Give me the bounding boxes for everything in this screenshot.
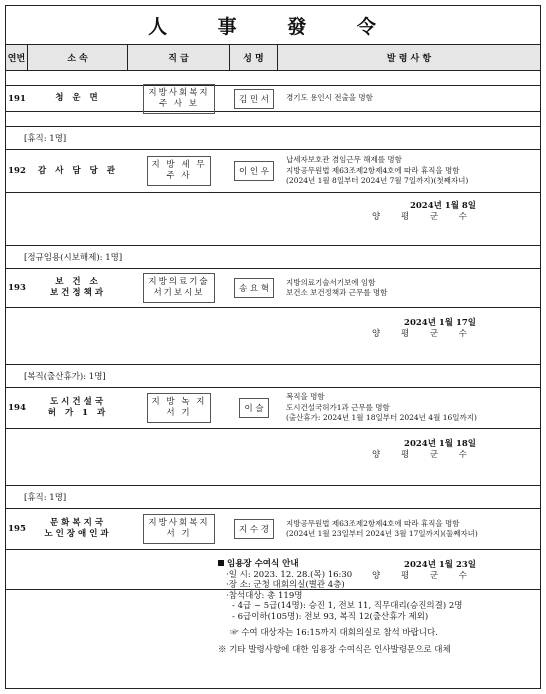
table-header: [6, 45, 540, 71]
row-note: 지방공무원법 제63조제2항제4호에 따라 휴직을 명함 (2024년 1월 23일부터 2024년 3월 17일까지)(둘째자녀): [286, 518, 478, 538]
row-number: 195: [8, 524, 26, 534]
header-number: 연번: [6, 45, 28, 70]
spacer: [6, 112, 540, 126]
spacer: [6, 71, 540, 85]
notice-footer: ※ 기타 발령사항에 대한 임용장 수여식은 인사발령문으로 대체: [218, 644, 451, 655]
spacer: [6, 350, 540, 364]
row-department: 청 운 면: [55, 93, 101, 103]
issue-date: 2024년 1월 17일: [404, 318, 476, 328]
table-row: [6, 508, 540, 550]
row-name: 지 수 경: [230, 509, 278, 549]
row-grade: 지 방 세 무 주 사: [128, 150, 230, 192]
row-department: 문화복지국 노인장애인과: [44, 518, 112, 539]
issue-date: 2024년 1월 18일: [404, 439, 476, 449]
table-row: [6, 85, 540, 112]
issue-date: 2024년 1월 23일: [404, 560, 476, 570]
section-label: [휴직: 1명]: [6, 126, 540, 149]
issue-date-block: [6, 308, 540, 350]
header-name: 성 명: [230, 45, 278, 70]
notice-line: - 6급이하(105명): 전보 93, 복직 12(출산휴가 제외): [232, 611, 429, 622]
notice-line: ·참석대상: 총 119명: [226, 590, 303, 601]
row-department: 보 건 소 보건정책과: [49, 277, 107, 298]
issue-date-block: [6, 429, 540, 471]
row-name: 이 슬: [230, 388, 278, 428]
row-grade: 지 방 녹 지 서 기: [128, 388, 230, 428]
document-title: 人 事 發 令: [6, 6, 540, 45]
row-grade: 지방사회복지 주 사 보: [128, 86, 230, 111]
table-row: [6, 387, 540, 429]
section-label: [휴직: 1명]: [6, 485, 540, 508]
spacer: [6, 471, 540, 485]
table-row: [6, 149, 540, 193]
section-label: [정규임용(시보해제): 1명]: [6, 245, 540, 268]
issue-date-block: [6, 193, 540, 231]
row-department: 감 사 담 당 관: [38, 165, 118, 176]
issuer: 양 평 군 수: [372, 212, 476, 222]
notice-line: ·장 소: 군청 대회의실(별관 4층): [226, 580, 345, 590]
header-grade: 직 급: [128, 45, 230, 70]
issuer: 양 평 군 수: [372, 329, 476, 339]
row-name: 김 민 서: [230, 86, 278, 111]
header-department: 소 속: [28, 45, 128, 70]
row-note: 납세자보호관 겸임근무 해제를 명함 지방공무원법 제63조제2항제4호에 따라 휴직을 명함 (2024년 1월 8일부터 2024년 7월 7일까지)(첫째자녀): [286, 155, 469, 186]
row-name: 이 인 우: [230, 150, 278, 192]
notice-point: ☞ 수여 대상자는 16:15까지 대회의실로 참석 바랍니다.: [230, 628, 438, 638]
notice-heading: 임용장 수여식 안내: [218, 559, 463, 570]
row-note: 복직을 명함 도시건설국허가1과 근무를 명함 (출산휴가: 2024년 1월 18일부터 2024년 4월 16일까지): [286, 392, 477, 423]
square-bullet-icon: [218, 560, 224, 566]
row-number: 192: [8, 166, 26, 176]
table-row: [6, 268, 540, 308]
row-number: 191: [8, 93, 26, 104]
notice-line: - 4급 ~ 5급(14명): 승진 1, 전보 11, 직무대리(승진의결) 2명: [232, 601, 463, 611]
issue-date: 2024년 1월 8일: [409, 201, 476, 211]
spacer: [6, 231, 540, 245]
row-note: 경기도 용인시 전출을 명함: [286, 93, 373, 103]
issuer: 양 평 군 수: [372, 571, 476, 581]
issuer: 양 평 군 수: [372, 450, 476, 460]
row-number: 194: [8, 403, 26, 413]
row-department: 도시건설국 허 가 1 과: [47, 397, 109, 418]
row-note: 지방의료기술서기보에 임함 보건소 보건정책과 근무를 명함: [286, 277, 388, 297]
header-order-details: 발 령 사 항: [386, 54, 432, 64]
row-grade: 지방사회복지 서 기: [128, 509, 230, 549]
row-name: 송 요 혁: [230, 269, 278, 307]
section-label: [복직(출산휴가): 1명]: [6, 364, 540, 387]
row-grade: 지방의료기술 서기보시보: [128, 269, 230, 307]
notice-line: ·일 시: 2023. 12. 28.(목) 16:30: [226, 569, 353, 580]
row-number: 193: [8, 283, 26, 293]
ceremony-notice: [218, 559, 463, 655]
